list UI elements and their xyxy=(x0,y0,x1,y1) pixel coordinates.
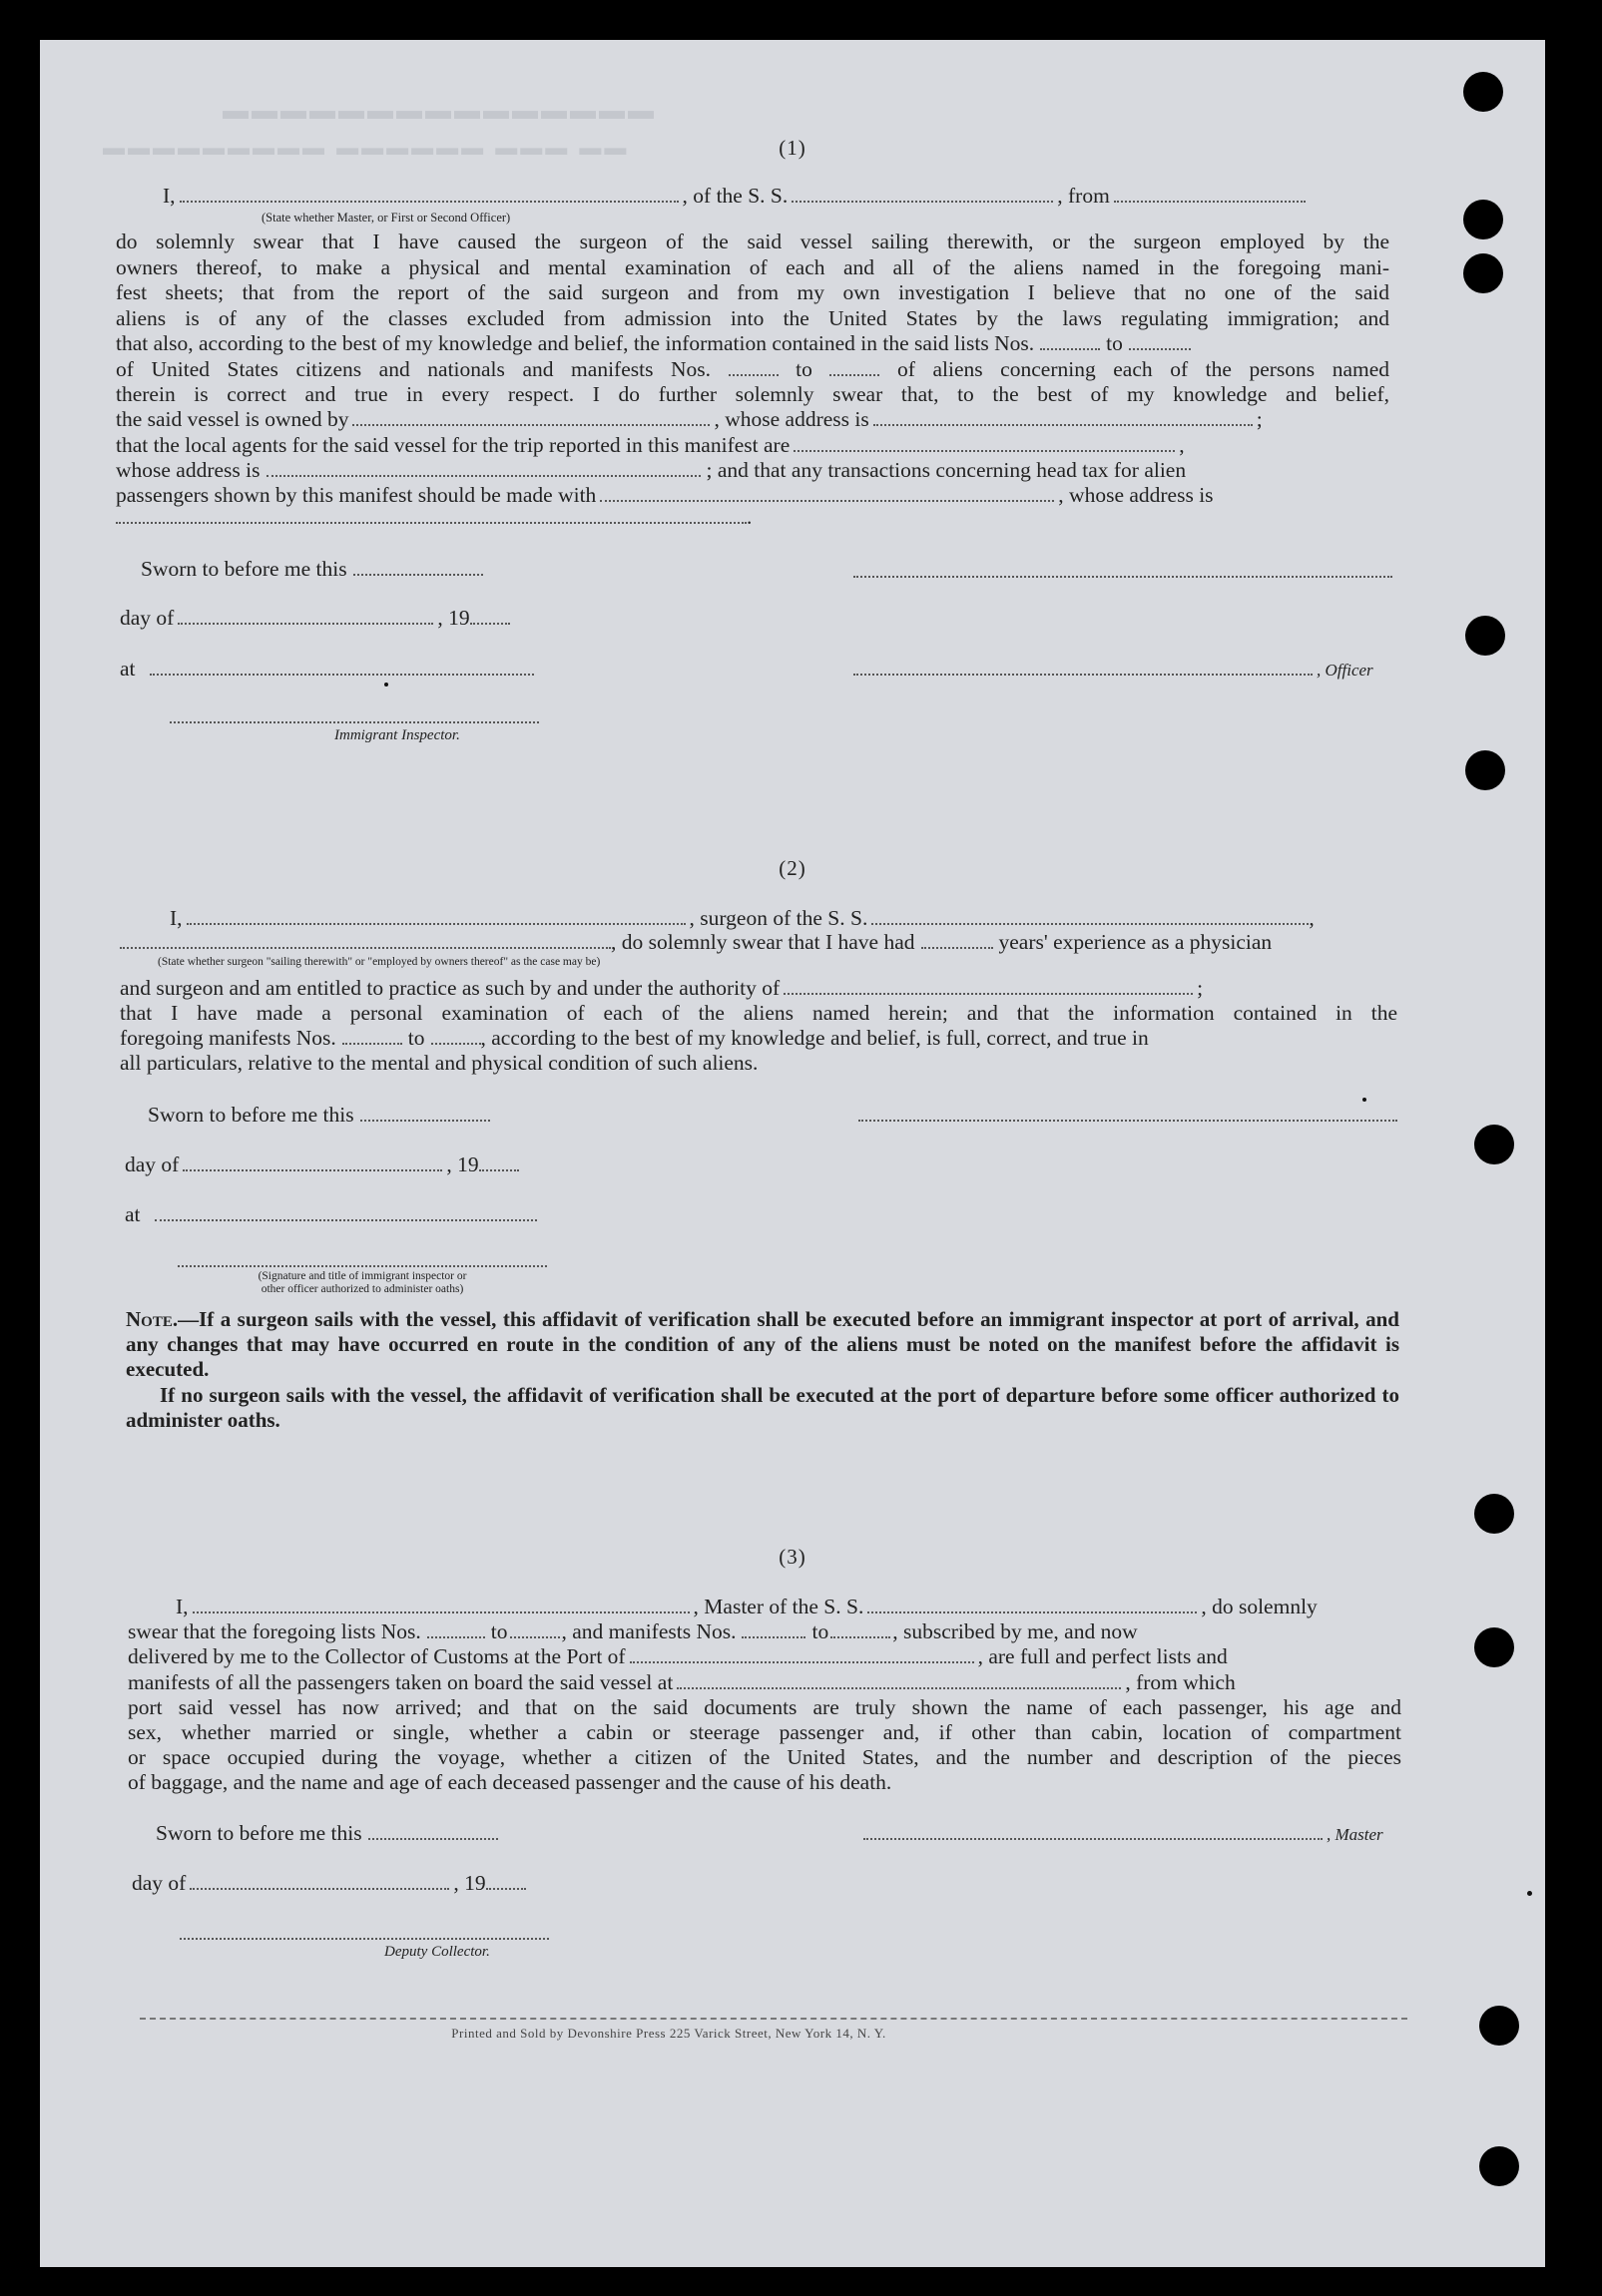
vessel-owner-blank xyxy=(352,420,710,426)
local-agents-blank xyxy=(794,446,1175,452)
officer-signature-blank xyxy=(853,670,1313,676)
month-blank xyxy=(183,1165,442,1171)
oath-text-line: port said vessel has now arrived; and that on the said documents are truly shown the name of each passenger, his age and xyxy=(128,1695,1401,1719)
oath-text-line: passengers shown by this manifest should be made with , whose address is xyxy=(116,483,1214,507)
oath-text-line: all particulars, relative to the mental and physical condition of such aliens. xyxy=(120,1051,759,1075)
collector-signature-line xyxy=(180,1938,549,1940)
section-number: (2) xyxy=(779,856,806,880)
sworn-day-blank xyxy=(368,1834,498,1840)
oath-text-line: and surgeon and am entitled to practice as such by and under the authority of ; xyxy=(120,976,1204,1000)
signature-line xyxy=(858,1120,1397,1122)
sworn-line: Sworn to before me this xyxy=(156,1821,498,1846)
signature-caption: other officer authorized to administer oaths) xyxy=(261,1283,464,1295)
collector-caption: Deputy Collector. xyxy=(384,1944,490,1960)
punch-hole xyxy=(1474,1627,1514,1667)
section-number: (1) xyxy=(779,136,806,160)
place-blank xyxy=(155,1215,537,1221)
oath-text-line: delivered by me to the Collector of Customs at the Port of , are full and perfect lists and xyxy=(128,1644,1228,1668)
punch-hole xyxy=(1479,2146,1519,2186)
place-blank xyxy=(150,670,534,676)
oath-text-line: the said vessel is owned by , whose address is ; xyxy=(116,407,1263,431)
oath-text-line: of baggage, and the name and age of each deceased passenger and the cause of his death. xyxy=(128,1770,892,1794)
oath-text-line: manifests of all the passengers taken on board the said vessel at , from which xyxy=(128,1670,1236,1694)
oath-text-line: owners thereof, to make a physical and mental examination of each and all of the aliens named in the foregoing mani- xyxy=(116,255,1389,279)
officer-signature-line: , Officer xyxy=(853,657,1373,683)
master-signature-blank xyxy=(863,1834,1323,1840)
day-of-line: day of , 19 xyxy=(120,606,510,631)
section-number: (3) xyxy=(779,1545,806,1569)
note-label: Note. xyxy=(126,1307,179,1331)
vessel-name-blank xyxy=(867,1607,1197,1613)
oath-text-line: whose address is ; and that any transactions concerning head tax for alien xyxy=(116,458,1187,482)
paper-speck xyxy=(384,683,388,687)
oath-text-line: that the local agents for the said vessel for the trip reported in this manifest are , xyxy=(116,433,1185,457)
month-blank xyxy=(190,1884,449,1890)
oath-text-line: swear that the foregoing lists Nos. to , and manifests Nos. to , subscribed by me, and now xyxy=(128,1619,1138,1643)
manifest-from-blank xyxy=(742,1632,805,1638)
sworn-line: Sworn to before me this xyxy=(148,1103,490,1128)
oath-text-line: of United States citizens and nationals and manifests Nos. to of aliens concerning each of the persons named xyxy=(116,357,1390,381)
alien-manifest-from-blank xyxy=(729,370,779,376)
surgeon-declaration-line: , do solemnly swear that I have had years' experience as a physician xyxy=(120,930,1272,955)
sworn-line: Sworn to before me this xyxy=(141,557,483,582)
manifest-to-blank xyxy=(830,1632,890,1638)
citizen-list-from-blank xyxy=(1040,344,1100,350)
arrival-port-blank xyxy=(630,1657,974,1663)
oath-text-line: or space occupied during the voyage, whether a citizen of the United States, and the number and description of the pieces xyxy=(128,1745,1401,1769)
year-blank xyxy=(470,619,510,625)
embarkation-port-blank xyxy=(677,1683,1121,1689)
footer-rule xyxy=(140,2018,1407,2020)
oath-text-line: sex, whether married or single, whether a cabin or steerage passenger and, if other than cabin, location of compartment xyxy=(128,1720,1401,1744)
at-line: at xyxy=(125,1202,537,1227)
inspector-signature-line xyxy=(178,1265,547,1267)
bleed-through-text: ▬▬▬▬▬▬▬▬▬▬▬▬▬▬▬ xyxy=(220,95,654,125)
day-of-line: day of , 19 xyxy=(125,1152,519,1177)
oath-text-line: . xyxy=(116,505,752,530)
alien-manifest-to-blank xyxy=(829,370,879,376)
inspector-signature-line xyxy=(170,721,539,723)
oath-text-line: therein is correct and true in every respect. I do further solemnly swear that, to the best of my knowledge and belief, xyxy=(116,382,1389,406)
master-name-blank xyxy=(193,1607,690,1613)
punch-hole xyxy=(1474,1494,1514,1534)
signature-caption: (Signature and title of immigrant inspector or xyxy=(258,1270,467,1282)
master-signature-line: , Master xyxy=(863,1821,1383,1847)
sworn-day-blank xyxy=(353,570,483,576)
punch-hole xyxy=(1463,200,1503,239)
list-to-blank xyxy=(510,1632,560,1638)
citizen-list-to-blank xyxy=(1129,344,1191,350)
oath-text-line: fest sheets; that from the report of the said surgeon and from my own investigation I believe that no one of the said xyxy=(116,280,1389,304)
master-declaration-line: I, , Master of the S. S. , do solemnly xyxy=(176,1595,1318,1618)
at-line: at xyxy=(120,657,534,682)
vessel-name-blank xyxy=(871,919,1309,925)
master-name-blank xyxy=(180,197,679,203)
oath-text-line: that also, according to the best of my knowledge and belief, the information contained in the said lists Nos. to xyxy=(116,331,1191,356)
list-from-blank xyxy=(427,1632,485,1638)
agents-address-blank xyxy=(267,471,701,477)
head-tax-contact-blank xyxy=(600,496,1054,502)
paper-speck xyxy=(1362,1098,1366,1102)
punch-hole xyxy=(1463,72,1503,112)
manifest-from-blank xyxy=(342,1039,402,1045)
vessel-name-blank xyxy=(792,197,1053,203)
oath-text-line: aliens is of any of the classes excluded from admission into the United States by the laws regulating immigration; and xyxy=(116,306,1389,330)
bleed-through-text: ▬▬ ▬▬▬ ▬▬▬▬▬▬ ▬▬▬▬▬▬▬▬▬ xyxy=(100,135,627,160)
month-blank xyxy=(178,619,433,625)
oath-text-line: that I have made a personal examination of each of the aliens named herein; and that the information contained in the xyxy=(120,1001,1397,1025)
punch-hole xyxy=(1479,2006,1519,2046)
master-declaration-line: I, , of the S. S. , from xyxy=(163,184,1306,209)
punch-hole xyxy=(1463,253,1503,293)
paper-speck xyxy=(1527,1891,1532,1896)
owner-address-blank xyxy=(873,420,1253,426)
punch-hole xyxy=(1474,1125,1514,1164)
officer-rank-caption: (State whether Master, or First or Second Officer) xyxy=(262,211,511,225)
surgeon-status-caption: (State whether surgeon "sailing therewith" or "employed by owners thereof" as the case may be) xyxy=(158,956,601,968)
oath-text-line: foregoing manifests Nos. to , according to the best of my knowledge and belief, is full, correct, and true in xyxy=(120,1026,1149,1050)
oath-text-line: do solemnly swear that I have caused the surgeon of the said vessel sailing therewith, or the surgeon employed by the xyxy=(116,230,1389,253)
surgeon-declaration-line: I, , surgeon of the S. S. , xyxy=(170,906,1315,930)
punch-hole xyxy=(1465,616,1505,656)
surgeon-status-blank xyxy=(120,943,611,949)
year-blank xyxy=(486,1884,526,1890)
licensing-authority-blank xyxy=(784,989,1193,995)
departure-port-blank xyxy=(1114,197,1306,203)
sworn-day-blank xyxy=(360,1116,490,1122)
surgeon-name-blank xyxy=(187,919,686,925)
year-blank xyxy=(479,1165,519,1171)
note-paragraph: If no surgeon sails with the vessel, the affidavit of verification shall be executed at the port of departure before some officer authorized to administer oaths. xyxy=(126,1383,1399,1432)
day-of-line: day of , 19 xyxy=(132,1871,526,1896)
punch-hole xyxy=(1465,750,1505,790)
note-paragraph: Note.—If a surgeon sails with the vessel, this affidavit of verification shall be executed before an immigrant inspector at port of arrival, and any changes that may have occurred en route in the condition of any of the aliens must be noted on the manifest before the affidavit is executed. xyxy=(126,1307,1399,1381)
head-tax-address-blank xyxy=(116,518,747,524)
years-experience-blank xyxy=(921,943,993,949)
inspector-caption: Immigrant Inspector. xyxy=(334,727,460,743)
signature-line xyxy=(853,576,1392,578)
manifest-to-blank xyxy=(431,1039,481,1045)
document-page xyxy=(40,40,1545,2267)
printer-imprint: Printed and Sold by Devonshire Press 225 Varick Street, New York 14, N. Y. xyxy=(451,2026,886,2041)
